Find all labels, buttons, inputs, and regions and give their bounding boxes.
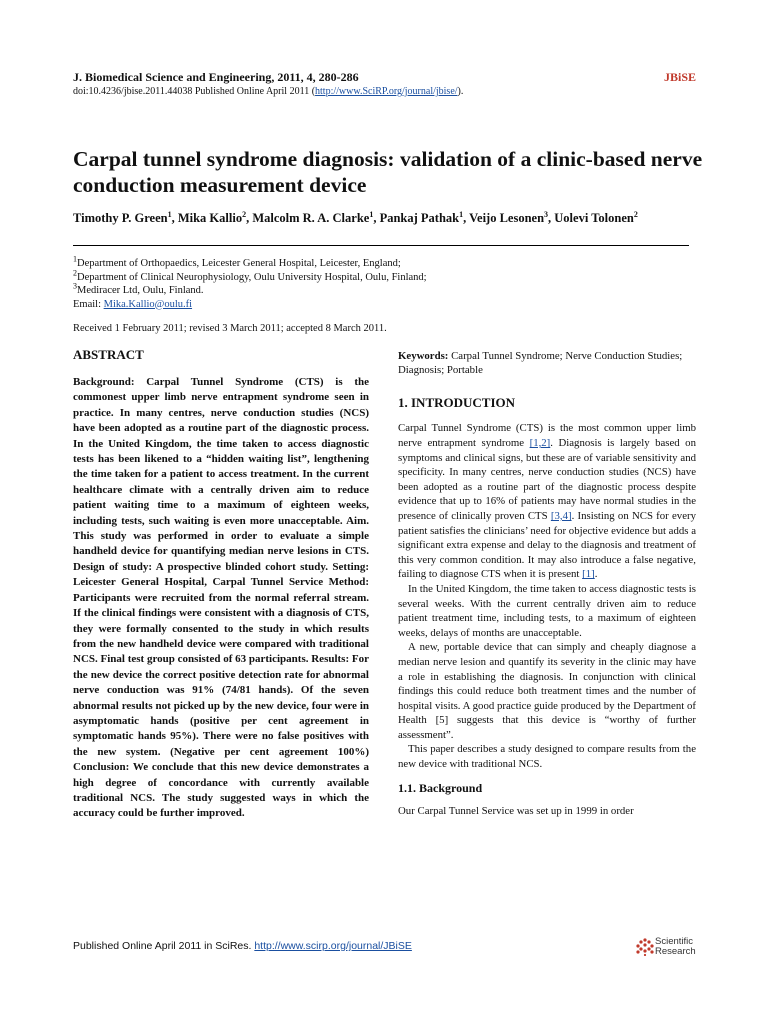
author-affiliation-mark: 3 xyxy=(544,209,549,219)
author-affiliation-mark: 2 xyxy=(242,209,247,219)
affiliation-item xyxy=(73,268,427,285)
left-column xyxy=(73,347,369,822)
author-name: Veijo Lesonen xyxy=(469,211,545,225)
email-line xyxy=(73,298,427,312)
author-separator: , xyxy=(171,211,178,225)
doi-text: doi:10.4236/jbise.2011.44038 Published Online April 2011 ( xyxy=(73,86,316,97)
scientific-research-logo-text xyxy=(655,937,696,957)
keywords xyxy=(398,349,696,377)
intro-paragraph-3: A new, portable device that can simply and cheaply diagnose a median nerve lesion and quantify its severity in the clinic may have a role in establishing the diagnosis. In conjunction with clinical findings this could reduce both treatment times and the number of hospital visits. A good practice guide produced by the Department of Health [5] suggests that this device is “worthy of further assessment”. xyxy=(398,641,696,741)
abstract-heading: ABSTRACT xyxy=(73,347,144,362)
received-dates: Received 1 February 2011; revised 3 March 2011; accepted 8 March 2011. xyxy=(73,323,387,334)
affiliation-number: 3 xyxy=(73,281,77,291)
page-footer xyxy=(73,940,412,952)
introduction-heading: 1. INTRODUCTION xyxy=(398,395,516,411)
affiliation-text: Department of Clinical Neurophysiology, Oulu University Hospital, Oulu, Finland; xyxy=(77,271,427,283)
keywords-text: Carpal Tunnel Syndrome; Nerve Conduction Studies; Diagnosis; Portable xyxy=(398,350,683,377)
affiliation-number: 1 xyxy=(73,254,77,264)
author-affiliation-mark: 2 xyxy=(633,209,638,219)
intro-p1-text-a: Carpal Tunnel Syndrome (CTS) is the most common upper limb nerve entrapment syndrome xyxy=(398,422,696,449)
affiliation-list xyxy=(73,254,427,298)
reference-link-3-4[interactable]: [3,4] xyxy=(550,509,572,522)
paper-title: Carpal tunnel syndrome diagnosis: validation of a clinic-based nerve conduction measurement device xyxy=(73,147,703,197)
footer-text: Published Online April 2011 in SciRes. xyxy=(73,940,255,952)
background-subheading: 1.1. Background xyxy=(398,780,483,795)
intro-paragraph-1 xyxy=(398,421,696,582)
author-separator: , xyxy=(373,211,380,225)
affiliations xyxy=(73,254,427,311)
header-divider xyxy=(73,245,689,246)
intro-p1-text-c: . Insisting on NCS for every patient satisfies the clinicians’ need for objective evidence but adds a significant extra expense and delay to the diagnosis and treatment of this very common condition. It may also introduce a false negative, failing to diagnose CTS when it is present xyxy=(398,509,696,581)
reference-link-1[interactable]: [1] xyxy=(582,568,595,581)
affiliation-item xyxy=(73,254,427,271)
journal-url-link[interactable]: http://www.SciRP.org/journal/jbise/ xyxy=(315,86,458,97)
affiliation-item xyxy=(73,281,427,298)
affiliation-number: 2 xyxy=(73,268,77,277)
journal-citation: J. Biomedical Science and Engineering, 2011, 4, 280-286 xyxy=(73,70,359,84)
author-separator: , xyxy=(548,211,555,225)
doi-line xyxy=(73,86,463,97)
email-label: Email: xyxy=(73,298,104,310)
author-affiliation-mark: 1 xyxy=(369,209,374,219)
author-affiliation-mark: 1 xyxy=(459,209,464,219)
author-name: Pankaj Pathak xyxy=(379,211,460,225)
author-name: Mika Kallio xyxy=(177,211,243,225)
affiliation-text: Department of Orthopaedics, Leicester General Hospital, Leicester, England; xyxy=(77,258,401,269)
author-name: Timothy P. Green xyxy=(73,211,168,225)
right-column xyxy=(398,349,696,818)
logo-line-2: Research xyxy=(655,946,696,957)
reference-link-1-2[interactable]: [1,2] xyxy=(529,437,551,449)
email-link[interactable]: Mika.Kallio@oulu.fi xyxy=(103,298,193,310)
affiliation-text: Mediracer Ltd, Oulu, Finland. xyxy=(77,285,204,296)
scientific-research-logo xyxy=(636,936,706,962)
keywords-label: Keywords: xyxy=(398,350,452,362)
author-name: Uolevi Tolonen xyxy=(554,211,634,225)
author-separator: , xyxy=(463,211,470,225)
doi-suffix: ). xyxy=(457,86,464,97)
background-paragraph: Our Carpal Tunnel Service was set up in 1999 in order xyxy=(398,804,634,817)
author-separator: , xyxy=(246,211,253,225)
intro-paragraph-2: In the United Kingdom, the time taken to access diagnostic tests is several weeks. With the current centrally driven aim to reduce patient treatment time, including tests, to a maximum of eighteen weeks, delays of months are unacceptable. xyxy=(398,582,696,639)
journal-abbreviation: JBiSE xyxy=(663,70,696,84)
scientific-research-logo-icon xyxy=(636,938,654,956)
logo-line-1: Scientific xyxy=(655,936,694,947)
author-list xyxy=(73,210,693,226)
author-affiliation-mark: 1 xyxy=(167,209,172,219)
author-name: Malcolm R. A. Clarke xyxy=(252,211,370,225)
intro-p1-text-d: . xyxy=(594,568,598,581)
intro-p1-text-b: . Diagnosis is largely based on symptoms and clinical signs, but these are of variable sensitivity and specificity. In many centres, nerve conduction studies (NCS) have been adopted as a routine part of the diagnostic process despite evidence that up to 16% of patients may have normal studies in the presence of clinically proven CTS xyxy=(398,437,696,522)
footer-journal-link[interactable]: http://www.scirp.org/journal/JBiSE xyxy=(254,940,412,952)
abstract-body: Background: Carpal Tunnel Syndrome (CTS) is the commonest upper limb nerve entrapment syndrome seen in practice. In many centres, nerve conduction studies (NCS) have been adopted as a routine part of the diagnostic process. In the United Kingdom, the time taken to access diagnostic tests has been likened to a “hidden waiting list”, lengthening the time taken for a patient to access treatment. In the current healthcare climate with a centrally driven aim to reduce patient waiting time to a maximum of eighteen weeks, including tests, such waiting is even more unacceptable. Aim. This study was performed in order to evaluate a simple handheld device for quantifying median nerve lesions in CTS. Design of study: A prospective blinded cohort study. Setting: Leicester General Hospital, Carpal Tunnel Service Method: Participants were recruited from the normal referral stream. If the clinical findings were consistent with a diagnosis of CTS, they were formally consented to the study in which results from the new handheld device were compared with traditional NCS. Final test group consisted of 63 participants. Results: For the new device the correct positive detection rate for abnormal nerve conduction was 91% (74/81 hands). Of the seven abnormal results not picked up by the new device, four were in asymptomatic hands (positive per cent agreement in symptomatic hands 95%). There were no false positives with the new system. (Negative per cent agreement 100%) Conclusion: We conclude that this new device demonstrates a high degree of concordance with currently available traditional NCS. The study suggested ways in which the accuracy could be further improved. xyxy=(73,376,369,820)
intro-paragraph-4: This paper describes a study designed to compare results from the new device with traditional NCS. xyxy=(398,743,696,771)
